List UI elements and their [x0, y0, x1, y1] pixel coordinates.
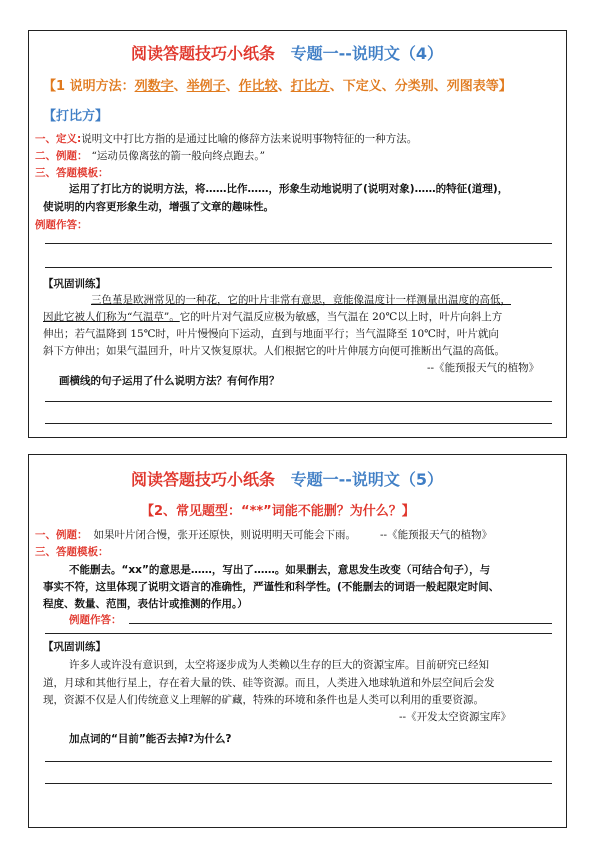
answer-line	[45, 423, 552, 424]
underlined-sentence: 因此它被人们称为“气温草”。	[43, 311, 180, 323]
definition-label: 一、定义:	[35, 133, 82, 145]
separator: 、	[173, 79, 187, 94]
separator: 、	[225, 79, 239, 94]
answer-line	[129, 623, 552, 624]
methods-prefix: 【1 说明方法：	[43, 79, 135, 94]
example-label: 二、例题：	[35, 150, 88, 162]
methods-rest: 、下定义、分类别、列图表等】	[329, 79, 512, 94]
definition-row	[35, 131, 417, 146]
definition-text: 说明文中打比方指的是通过比喻的修辞方法来说明事物特征的一种方法。	[81, 133, 418, 145]
title-main: 阅读答题技巧小纸条	[131, 470, 276, 489]
passage-line-3: 伸出；若气温降到 15℃时，叶片慢慢向下运动，直到与地面平行；当气温降至 10℃时，叶片就向	[43, 328, 499, 340]
method-give-example: 举例子	[186, 79, 226, 94]
question: 画横线的句子运用了什么说明方法？有何作用？	[59, 375, 280, 387]
title-topic: 专题一--说明文（4）	[290, 44, 444, 63]
drill-heading: 【巩固训练】	[43, 278, 106, 290]
passage-source: --《能预报天气的植物》	[427, 362, 540, 374]
title-main: 阅读答题技巧小纸条	[131, 44, 276, 63]
question: 加点词的“目前”能否去掉?为什么?	[69, 733, 232, 745]
drill-heading: 【巩固训练】	[43, 641, 106, 653]
example-label: 一、例题：	[35, 529, 88, 541]
template-line-2: 事实不符，这里体现了说明文语言的准确性，严谨性和科学性。(不能删去的词语一般起限定时间、	[43, 581, 500, 593]
passage-line-1	[91, 292, 511, 307]
practice-label: 例题作答：	[35, 219, 88, 231]
section-heading: 【打比方】	[43, 109, 109, 124]
method-analogy: 打比方	[290, 79, 330, 94]
tip-card-5	[28, 454, 567, 828]
example-source: --《能预报天气的植物》	[380, 529, 493, 541]
template-line-1: 运用了打比方的说明方法，将……比作……，形象生动地说明了(说明对象)……的特征(道理)，	[69, 183, 509, 195]
passage-line-2: 道，月球和其他行星上，存在着大量的铁、硅等资源。而且，人类进入地球轨道和外层空间后会发	[43, 677, 495, 689]
template-label: 三、答题模板：	[35, 167, 109, 179]
passage-line-3: 现，资源不仅是人们传统意义上理解的矿藏，特殊的环境和条件也是人类可以利用的重要资源。	[43, 694, 484, 706]
answer-line	[45, 783, 552, 784]
method-list-numbers: 列数字	[134, 79, 174, 94]
card-title	[131, 467, 443, 490]
underlined-sentence: 三色堇是欧洲常见的一种花，它的叶片非常有意思，竟能像温度计一样测量出温度的高低，	[91, 294, 511, 306]
example-text: “运动员像离弦的箭一般向终点跑去。”	[91, 150, 265, 162]
answer-line	[45, 401, 552, 402]
example-row	[35, 148, 265, 163]
passage-line-4: 斜下方伸出；如果气温回升，叶片又恢复原状。人们根据它的叶片伸展方向便可推断出气温的高低。	[43, 345, 505, 357]
method-comparison: 作比较	[238, 79, 278, 94]
example-text: 如果叶片闭合慢，张开还原快，则说明明天可能会下雨。	[93, 529, 356, 541]
title-topic: 专题一--说明文（5）	[290, 470, 444, 489]
tip-card-4	[28, 30, 567, 438]
template-label: 三、答题模板：	[35, 546, 109, 558]
example-row	[35, 527, 492, 542]
template-line-3: 程度、数量、范围，表估计或推测的作用。）	[43, 598, 248, 610]
template-line-1: 不能删去。“xx”的意思是……，写出了……。如果删去，意思发生改变（可结合句子），与	[69, 564, 491, 576]
passage-source: --《开发太空资源宝库》	[399, 711, 512, 723]
passage-text: 它的叶片对气温反应极为敏感，当气温在 20℃以上时，叶片向斜上方	[179, 311, 503, 323]
separator: 、	[277, 79, 291, 94]
answer-line	[45, 761, 552, 762]
answer-line	[45, 267, 552, 268]
card-title	[131, 41, 443, 64]
methods-line	[43, 75, 512, 94]
passage-line-2	[43, 309, 502, 324]
answer-line	[45, 633, 552, 634]
subtitle: 【2、常见题型：“**”词能不能删？为什么？】	[141, 504, 415, 519]
template-line-2: 使说明的内容更形象生动，增强了文章的趣味性。	[43, 201, 274, 213]
practice-label: 例题作答：	[69, 614, 122, 626]
answer-line	[45, 243, 552, 244]
passage-line-1: 许多人或许没有意识到，太空将逐步成为人类赖以生存的巨大的资源宝库。目前研究已经知	[69, 659, 489, 671]
